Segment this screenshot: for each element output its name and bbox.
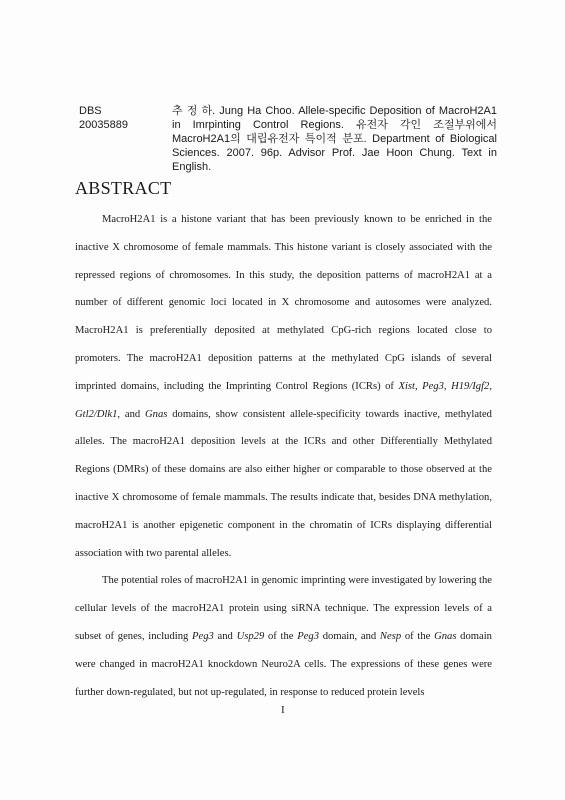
p2-sep-2: of the bbox=[264, 630, 298, 642]
code-line-2: 20035889 bbox=[79, 119, 128, 131]
gene-gnas: Gnas bbox=[145, 408, 168, 420]
gene-xist: Xist bbox=[398, 380, 415, 392]
abstract-body bbox=[75, 206, 492, 706]
gene-gtl2-dlk1: Gtl2/Dlk1 bbox=[75, 408, 118, 420]
p1-sep-3: , bbox=[489, 380, 492, 392]
p2-sep-3: domain, and bbox=[319, 630, 380, 642]
abstract-paragraph-1 bbox=[75, 206, 492, 567]
p2-sep-1: and bbox=[213, 630, 237, 642]
p2-text-2: domain were changed in macroH2A1 knockdown Neuro2A cells. The expressions of these genes were further down-regulated, but not up-regulated, in response to reduced protein levels bbox=[75, 630, 492, 698]
p2-sep-4: of the bbox=[401, 630, 435, 642]
gene-gnas-2: Gnas bbox=[434, 630, 457, 642]
page-number: I bbox=[281, 704, 285, 716]
gene-usp29: Usp29 bbox=[236, 630, 265, 642]
p1-sep-2: , bbox=[443, 380, 452, 392]
thesis-code bbox=[79, 104, 159, 132]
p1-text-2: domains, show consistent allele-specificity towards inactive, methylated alleles. The macroH2A1 deposition levels at the ICRs and other Differentially Methylated Regions (DMRs) of these domains are also either higher or comparable to those observed at the inactive X chromosome of female mammals. The results indicate that, besides DNA methylation, macroH2A1 is another epigenetic component in the chromatin of ICRs displaying differential association with two parental alleles. bbox=[75, 408, 492, 559]
thesis-citation: 추 정 하. Jung Ha Choo. Allele-specific Deposition of MacroH2A1 in Imrpinting Control Regions. 유전자 각인 조절부위에서 MacroH2A1의 대립유전자 특이적 분포. Department of Biological Sciences. 2007. 96p. Advisor Prof. Jae Hoon Chung. Text in English. bbox=[172, 105, 497, 173]
gene-peg3: Peg3 bbox=[422, 380, 444, 392]
code-line-1: DBS bbox=[79, 105, 102, 117]
abstract-paragraph-2 bbox=[75, 567, 492, 706]
gene-peg3-3: Peg3 bbox=[297, 630, 319, 642]
gene-nesp: Nesp bbox=[379, 630, 402, 642]
p1-sep-4: , and bbox=[117, 408, 146, 420]
p2-text-1: The potential roles of macroH2A1 in genomic imprinting were investigated by lowering the cellular levels of the macroH2A1 protein using siRNA technique. The expression levels of a subset of genes, including bbox=[75, 575, 492, 642]
gene-peg3-2: Peg3 bbox=[192, 630, 214, 642]
p1-sep-1: , bbox=[414, 380, 423, 392]
abstract-title: ABSTRACT bbox=[75, 178, 172, 198]
p1-text-1: MacroH2A1 is a histone variant that has been previously known to be enriched in the inactive X chromosome of female mammals. This histone variant is closely associated with the repressed regions of chromosomes. In this study, the deposition patterns of macroH2A1 at a number of different genomic loci located in X chromosome and autosomes were analyzed. MacroH2A1 is preferentially deposited at methylated CpG-rich regions located close to promoters. The macroH2A1 deposition patterns at the methylated CpG islands of several imprinted domains, including the Imprinting Control Regions (ICRs) of bbox=[75, 214, 492, 392]
gene-h19-igf2: H19/Igf2 bbox=[451, 380, 490, 392]
